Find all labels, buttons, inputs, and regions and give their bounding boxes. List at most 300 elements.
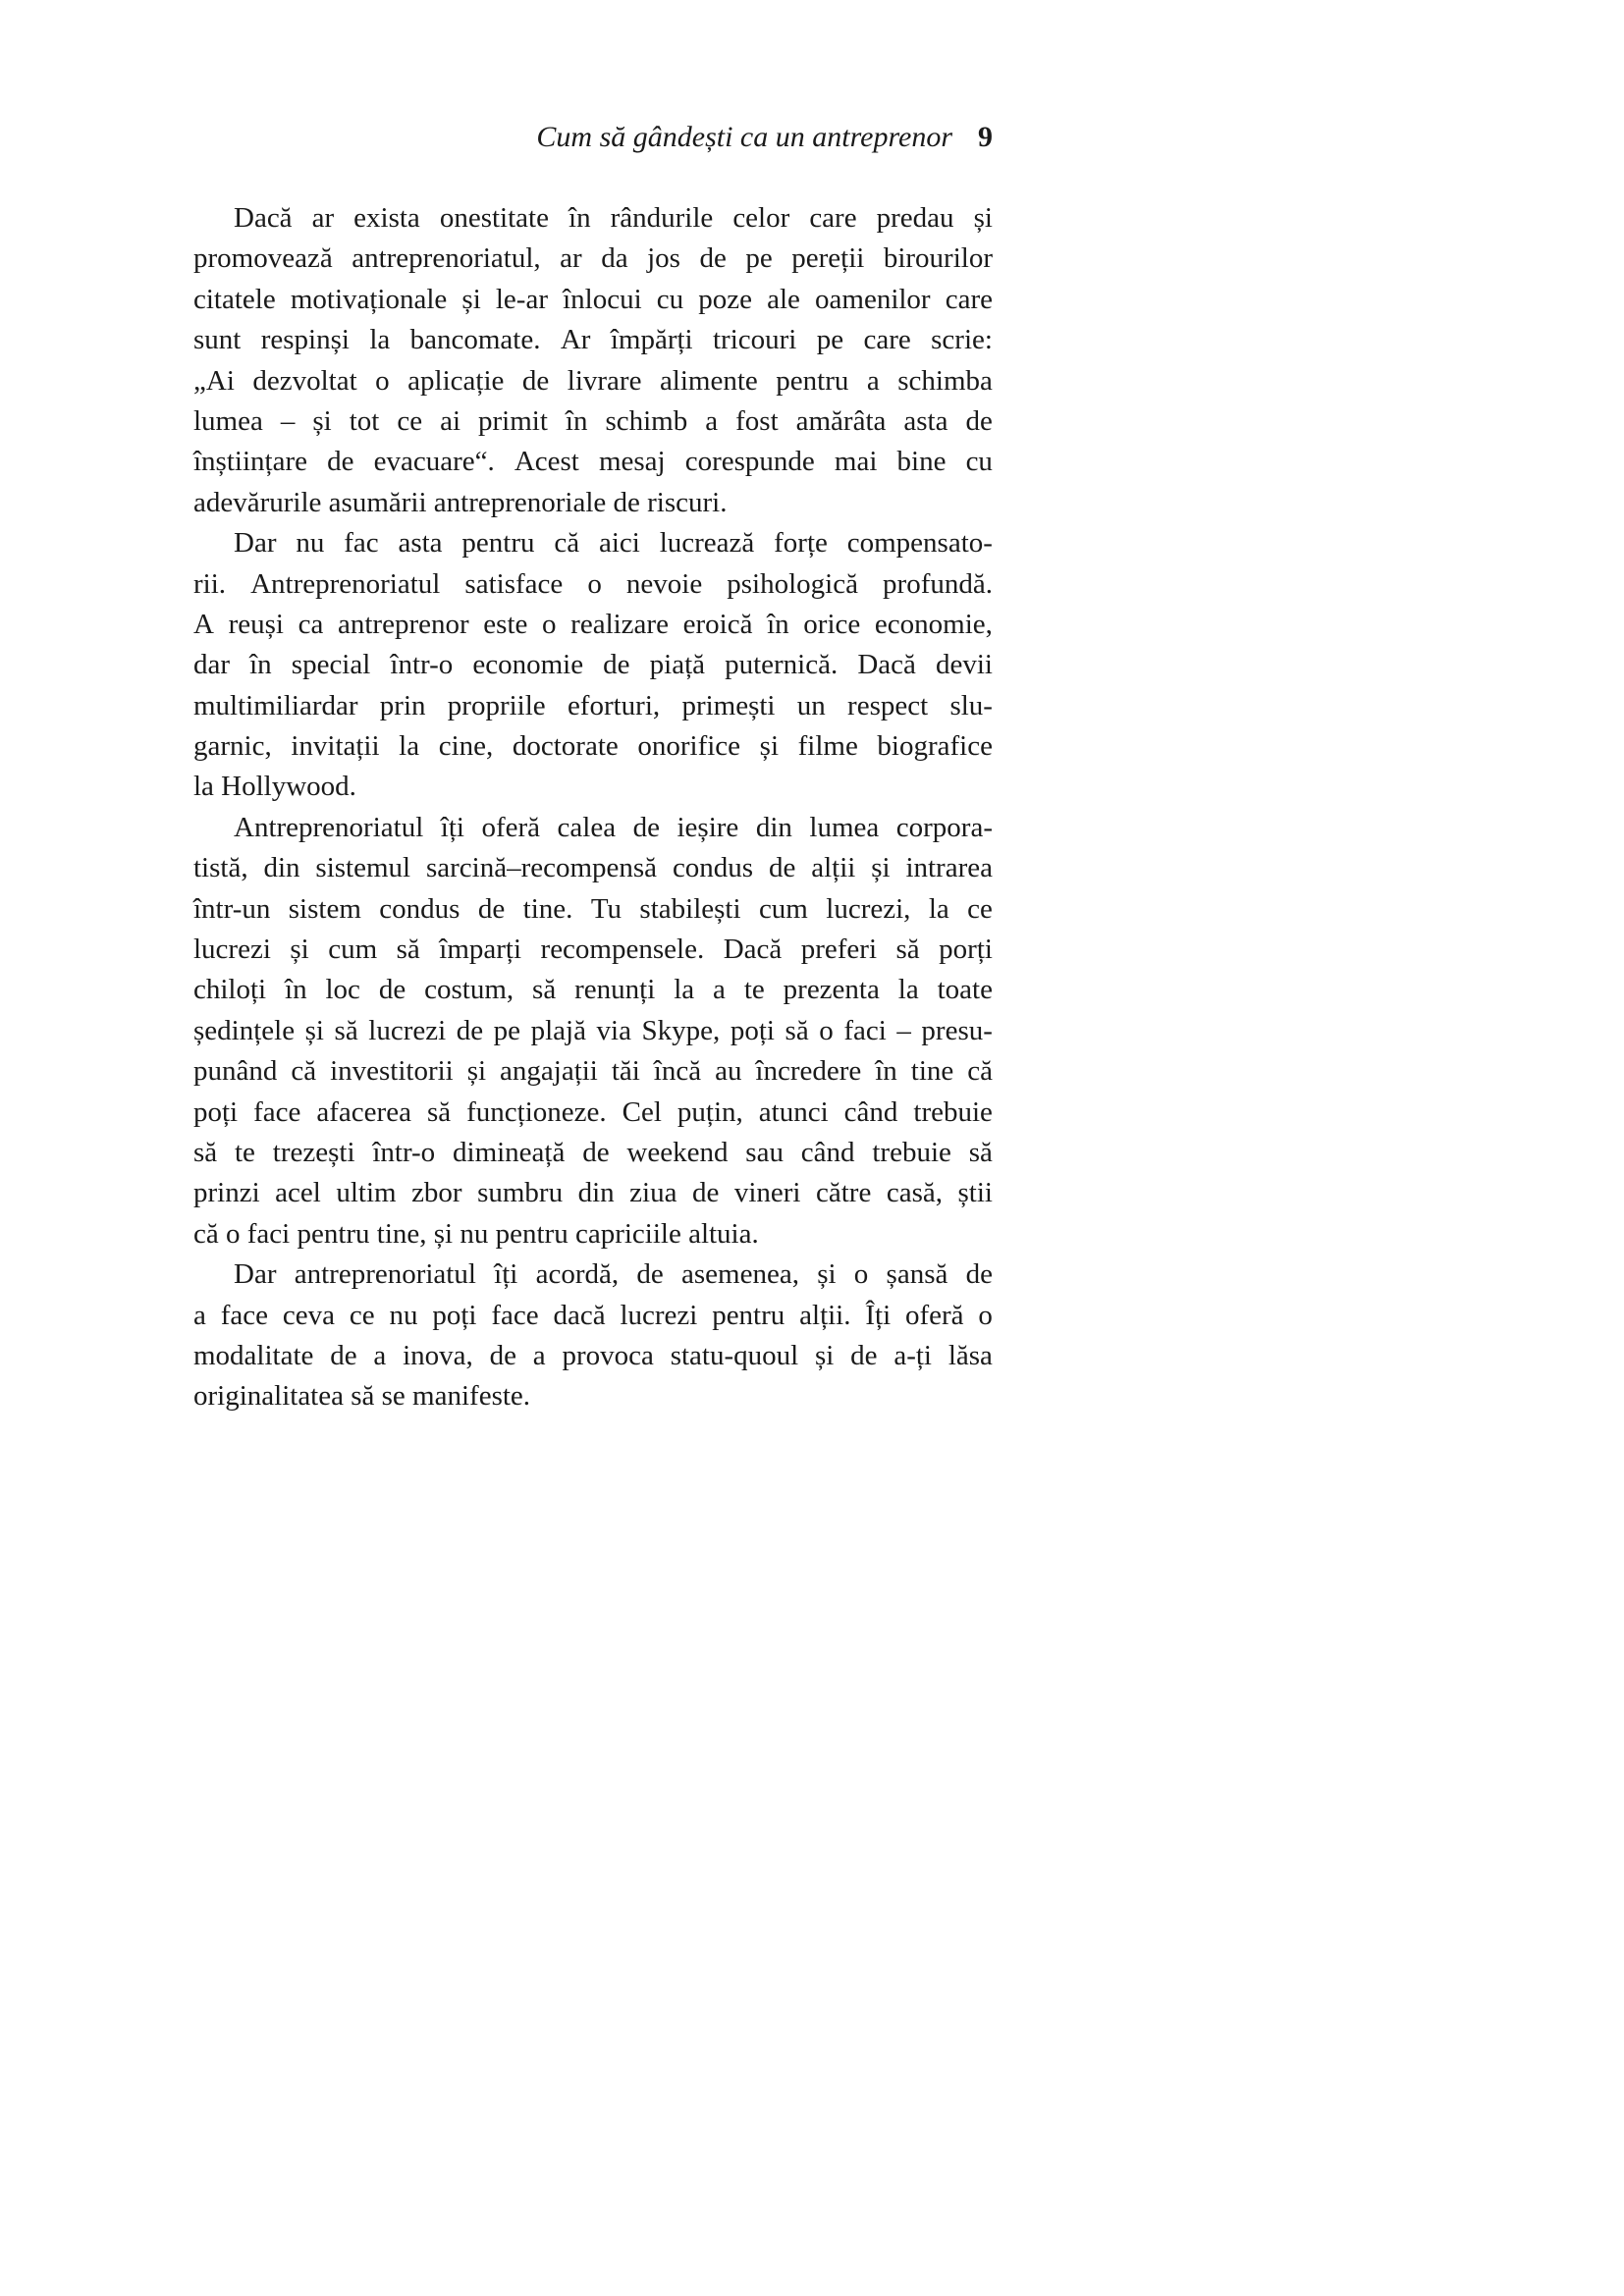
word: reuși xyxy=(228,608,284,640)
word: de xyxy=(582,1136,610,1168)
word: scrie: xyxy=(931,324,993,356)
word: și xyxy=(815,1339,835,1371)
word: oamenilor xyxy=(815,283,931,315)
word: dezvoltat xyxy=(252,364,357,397)
text-line xyxy=(193,1173,993,1213)
word: exista xyxy=(353,202,420,234)
word: și xyxy=(461,283,481,315)
word: care xyxy=(863,324,911,356)
word: face xyxy=(491,1299,539,1331)
word: înștiințare xyxy=(193,446,307,478)
word: A xyxy=(193,608,214,640)
word: de xyxy=(521,364,550,397)
word: să xyxy=(968,1136,993,1168)
word: citatele xyxy=(193,283,276,315)
word: antreprenoriatul, xyxy=(352,242,541,275)
word: la xyxy=(674,974,695,1006)
word: garnic, xyxy=(193,730,272,763)
text-line xyxy=(193,1255,993,1295)
word: ieșire xyxy=(677,811,739,843)
word: angajații xyxy=(500,1055,598,1088)
page-number: 9 xyxy=(978,121,993,153)
paragraph xyxy=(193,198,993,523)
word: să xyxy=(532,974,557,1006)
word: respect xyxy=(847,689,929,721)
text-line xyxy=(193,1133,993,1173)
text-line xyxy=(193,605,993,645)
word: și xyxy=(817,1258,837,1291)
word: recompensele. xyxy=(540,934,705,966)
word: împarți xyxy=(439,934,522,966)
word: afacerea xyxy=(316,1095,411,1128)
word: sau xyxy=(745,1136,784,1168)
word: de xyxy=(636,1258,664,1291)
word: aici xyxy=(598,527,640,560)
word: biografice xyxy=(877,730,993,763)
word: îți xyxy=(494,1258,518,1291)
word: o xyxy=(375,364,390,397)
word: într-o xyxy=(372,1136,436,1168)
word: prinzi xyxy=(193,1177,260,1209)
word: condus xyxy=(672,852,754,884)
word: când xyxy=(843,1095,898,1128)
word: statu-quoul xyxy=(670,1339,799,1371)
text-line xyxy=(193,401,993,442)
word: lucrezi xyxy=(620,1299,698,1331)
word: costum, xyxy=(424,974,514,1006)
word: fac xyxy=(344,527,379,560)
word: puternică. xyxy=(725,649,839,681)
word: jos xyxy=(647,242,680,275)
word: ai xyxy=(440,404,461,437)
text-line xyxy=(193,726,993,767)
word: într-un xyxy=(193,892,271,925)
word: când xyxy=(800,1136,855,1168)
word: da xyxy=(601,242,628,275)
word: asta xyxy=(903,404,948,437)
word: economie xyxy=(472,649,584,681)
word: motivaționale xyxy=(290,283,448,315)
word: invitații xyxy=(291,730,380,763)
word: de xyxy=(699,242,727,275)
word: poți xyxy=(432,1299,477,1331)
word: te xyxy=(235,1136,255,1168)
word: face xyxy=(253,1095,301,1128)
word: mesaj xyxy=(598,446,666,478)
text-line xyxy=(193,1011,993,1051)
word: lumea xyxy=(809,811,880,843)
word: primești xyxy=(681,689,776,721)
text-line xyxy=(193,1336,993,1376)
word: asemenea, xyxy=(681,1258,799,1291)
word: evacuare“. xyxy=(373,446,495,478)
text-line xyxy=(193,442,993,482)
word: sumbru xyxy=(477,1177,564,1209)
word: de xyxy=(477,892,506,925)
word: piață xyxy=(649,649,705,681)
word: lucrează xyxy=(659,527,755,560)
text-line xyxy=(193,239,993,279)
word: că xyxy=(291,1055,317,1088)
word: Antreprenoriatul xyxy=(250,567,441,600)
text-line xyxy=(193,645,993,685)
word: inova, xyxy=(403,1339,473,1371)
word: și xyxy=(312,404,332,437)
word: încă xyxy=(653,1055,702,1088)
word: o xyxy=(819,1014,834,1046)
word: să xyxy=(895,934,920,966)
word: tine xyxy=(910,1055,954,1088)
word: economie, xyxy=(874,608,993,640)
word: Dacă xyxy=(234,202,293,234)
word: de xyxy=(603,649,630,681)
word: cum xyxy=(758,892,808,925)
word: ziua xyxy=(629,1177,677,1209)
text-line xyxy=(193,970,993,1010)
word: loc xyxy=(325,974,360,1006)
text-line xyxy=(193,930,993,970)
word: renunți xyxy=(574,974,656,1006)
word: devii xyxy=(935,649,993,681)
word: corpora- xyxy=(895,811,993,843)
word: presu- xyxy=(921,1014,993,1046)
word: Ar xyxy=(560,324,591,356)
word: faci xyxy=(843,1014,887,1046)
word: corespunde xyxy=(684,446,815,478)
word: să xyxy=(426,1095,452,1128)
word: de xyxy=(330,1339,357,1371)
word: stabilești xyxy=(639,892,741,925)
word: fost xyxy=(735,404,779,437)
word: lucrezi xyxy=(193,934,271,966)
word: Skype, xyxy=(641,1014,721,1046)
word: antreprenor xyxy=(338,608,469,640)
word: sistem xyxy=(288,892,361,925)
word: înlocui xyxy=(563,283,642,315)
text-line xyxy=(193,848,993,888)
word: șansă xyxy=(886,1258,948,1291)
word: investitorii xyxy=(330,1055,454,1088)
word: calea xyxy=(557,811,617,843)
word: din xyxy=(263,852,300,884)
word: bancomate. xyxy=(409,324,541,356)
word: eroică xyxy=(682,608,753,640)
word: și xyxy=(466,1055,487,1088)
word: filme xyxy=(797,730,858,763)
word: aplicație xyxy=(407,364,505,397)
word: pentru xyxy=(712,1299,785,1331)
word: în xyxy=(568,202,591,234)
word: condus xyxy=(379,892,460,925)
word: face xyxy=(220,1299,269,1331)
text-line: că o faci pentru tine, și nu pentru capriciile altuia. xyxy=(193,1217,759,1250)
word: schimba xyxy=(897,364,993,397)
word: care xyxy=(945,283,993,315)
word: încredere xyxy=(755,1055,862,1088)
word: din xyxy=(577,1177,615,1209)
text-line: adevărurile asumării antreprenoriale de riscuri. xyxy=(193,486,728,518)
word: realizare xyxy=(570,608,669,640)
word: ultim xyxy=(336,1177,397,1209)
word: psihologică xyxy=(727,567,858,600)
word: de xyxy=(965,1258,993,1291)
word: de xyxy=(456,1014,484,1046)
word: și xyxy=(871,852,891,884)
word: acel xyxy=(275,1177,321,1209)
word: sistemul xyxy=(315,852,411,884)
word: trebuie xyxy=(872,1136,951,1168)
word: pe xyxy=(816,324,844,356)
word: cine, xyxy=(438,730,494,763)
word: le-ar xyxy=(495,283,548,315)
paragraph xyxy=(193,523,993,808)
word: a xyxy=(705,404,719,437)
word: via xyxy=(596,1014,631,1046)
running-header xyxy=(193,120,993,155)
word: tistă, xyxy=(193,852,248,884)
word: predau xyxy=(876,202,954,234)
text-line: la Hollywood. xyxy=(193,771,356,803)
word: de xyxy=(489,1339,516,1371)
word: trebuie xyxy=(913,1095,993,1128)
text-line xyxy=(193,1051,993,1092)
word: lumea xyxy=(193,404,263,437)
word: profundă. xyxy=(883,567,993,600)
word: Cel xyxy=(622,1095,662,1128)
word: de xyxy=(965,404,993,437)
word: bine xyxy=(896,446,947,478)
word: nevoie xyxy=(625,567,703,600)
word: un xyxy=(796,689,826,721)
word: asta xyxy=(398,527,443,560)
text-line xyxy=(193,320,993,360)
word: pe xyxy=(745,242,773,275)
word: nu xyxy=(389,1299,418,1331)
word: că xyxy=(967,1055,993,1088)
word: multimiliardar xyxy=(193,689,358,721)
word: sarcină–recompensă xyxy=(425,852,658,884)
word: celor xyxy=(732,202,790,234)
text-line xyxy=(193,280,993,320)
word: a-ți xyxy=(893,1339,932,1371)
text-line xyxy=(193,564,993,605)
word: atunci xyxy=(758,1095,829,1128)
word: oferă xyxy=(905,1299,964,1331)
word: nu xyxy=(296,527,325,560)
word: ce xyxy=(397,404,423,437)
running-title: Cum să gândești ca un antreprenor xyxy=(536,121,952,153)
word: cu xyxy=(965,446,993,478)
word: a xyxy=(532,1339,546,1371)
word: o xyxy=(587,567,602,600)
word: în xyxy=(875,1055,897,1088)
word: poze xyxy=(698,283,752,315)
word: promovează xyxy=(193,242,333,275)
word: Antreprenoriatul xyxy=(234,811,424,843)
word: ceva xyxy=(282,1299,335,1331)
word: este xyxy=(483,608,528,640)
paragraph xyxy=(193,808,993,1255)
word: weekend xyxy=(626,1136,729,1168)
word: primit xyxy=(478,404,548,437)
text-line xyxy=(193,1093,993,1133)
word: vineri xyxy=(733,1177,801,1209)
text-line xyxy=(193,361,993,401)
text-line xyxy=(193,889,993,930)
word: ale xyxy=(767,283,800,315)
word: o xyxy=(853,1258,869,1291)
word: lăsa xyxy=(947,1339,993,1371)
text-line xyxy=(193,523,993,563)
text-line xyxy=(193,686,993,726)
word: de xyxy=(850,1339,878,1371)
word: prin xyxy=(379,689,426,721)
word: Dacă xyxy=(857,649,916,681)
word: de xyxy=(632,811,660,843)
word: tot xyxy=(349,404,380,437)
word: ca xyxy=(298,608,324,640)
word: onestitate xyxy=(439,202,549,234)
word: pentru xyxy=(776,364,849,397)
word: propriile xyxy=(447,689,546,721)
word: modalitate xyxy=(193,1339,314,1371)
word: la xyxy=(928,892,949,925)
word: tricouri xyxy=(712,324,797,356)
word: special xyxy=(291,649,371,681)
word: să xyxy=(334,1014,358,1046)
word: lucrezi xyxy=(368,1014,447,1046)
word: în xyxy=(285,974,307,1006)
word: îți xyxy=(440,811,464,843)
word: dar xyxy=(193,649,231,681)
word: provoca xyxy=(562,1339,654,1371)
word: de xyxy=(378,974,406,1006)
word: acordă, xyxy=(535,1258,620,1291)
word: în xyxy=(249,649,272,681)
word: o xyxy=(542,608,557,640)
word: cu xyxy=(656,283,684,315)
word: dimineață xyxy=(453,1136,566,1168)
word: sunt xyxy=(193,324,242,356)
word: ce xyxy=(349,1299,375,1331)
word: într-o xyxy=(390,649,454,681)
word: schimb xyxy=(605,404,688,437)
word: pentru xyxy=(461,527,535,560)
text-line: originalitatea să se manifeste. xyxy=(193,1380,531,1413)
word: satisface xyxy=(464,567,564,600)
word: știi xyxy=(957,1177,993,1209)
word: a xyxy=(866,364,880,397)
word: de xyxy=(768,852,796,884)
word: oferă xyxy=(481,811,541,843)
word: la xyxy=(897,974,919,1006)
word: și xyxy=(304,1014,324,1046)
word: să xyxy=(785,1014,809,1046)
text-block xyxy=(193,120,993,1417)
word: Îți xyxy=(865,1299,892,1331)
word: ce xyxy=(967,892,993,925)
word: alții xyxy=(811,852,856,884)
word: livrare xyxy=(567,364,642,397)
word: în xyxy=(767,608,789,640)
text-line xyxy=(193,808,993,848)
word: preferi xyxy=(800,934,878,966)
word: poți xyxy=(730,1014,775,1046)
word: ar xyxy=(311,202,335,234)
word: plajă xyxy=(530,1014,586,1046)
word: punând xyxy=(193,1055,278,1088)
word: către xyxy=(816,1177,872,1209)
word: la xyxy=(399,730,420,763)
word: casă, xyxy=(886,1177,943,1209)
word: a xyxy=(373,1339,387,1371)
word: de xyxy=(691,1177,720,1209)
word: slu- xyxy=(949,689,993,721)
word: – xyxy=(280,404,296,437)
word: doctorate xyxy=(512,730,619,763)
word: eforturi, xyxy=(567,689,661,721)
word: și xyxy=(290,934,309,966)
word: și xyxy=(759,730,779,763)
word: Dar xyxy=(234,527,277,560)
word: rii. xyxy=(193,567,227,600)
word: orice xyxy=(803,608,861,640)
word: „Ai xyxy=(193,364,235,397)
word: Acest xyxy=(514,446,579,478)
word: ar xyxy=(560,242,582,275)
word: au xyxy=(715,1055,742,1088)
text-line xyxy=(193,198,993,239)
word: – xyxy=(896,1014,911,1046)
text-body xyxy=(193,198,993,1417)
word: Dar xyxy=(234,1258,277,1291)
word: tăi xyxy=(611,1055,640,1088)
word: să xyxy=(193,1136,218,1168)
word: intrarea xyxy=(905,852,993,884)
word: de xyxy=(327,446,354,478)
word: împărți xyxy=(610,324,693,356)
word: te xyxy=(743,974,765,1006)
word: alții. xyxy=(799,1299,851,1331)
word: din xyxy=(755,811,792,843)
word: să xyxy=(396,934,420,966)
word: și xyxy=(973,202,993,234)
word: amărâta xyxy=(795,404,887,437)
word: zbor xyxy=(411,1177,462,1209)
word: compensato- xyxy=(846,527,993,560)
word: respinși xyxy=(260,324,350,356)
word: toate xyxy=(937,974,993,1006)
word: prezenta xyxy=(783,974,880,1006)
word: funcționeze. xyxy=(466,1095,607,1128)
word: antreprenoriatul xyxy=(294,1258,476,1291)
word: porți xyxy=(939,934,993,966)
text-line xyxy=(193,1296,993,1336)
word: dacă xyxy=(553,1299,606,1331)
word: Dacă xyxy=(723,934,783,966)
word: care xyxy=(809,202,857,234)
word: tine. xyxy=(522,892,573,925)
word: trezești xyxy=(272,1136,355,1168)
word: birourilor xyxy=(883,242,993,275)
word: a xyxy=(193,1299,206,1331)
word: la xyxy=(369,324,391,356)
word: forțe xyxy=(774,527,828,560)
paragraph xyxy=(193,1255,993,1417)
word: Tu xyxy=(590,892,623,925)
word: mai xyxy=(834,446,878,478)
word: poți xyxy=(193,1095,239,1128)
